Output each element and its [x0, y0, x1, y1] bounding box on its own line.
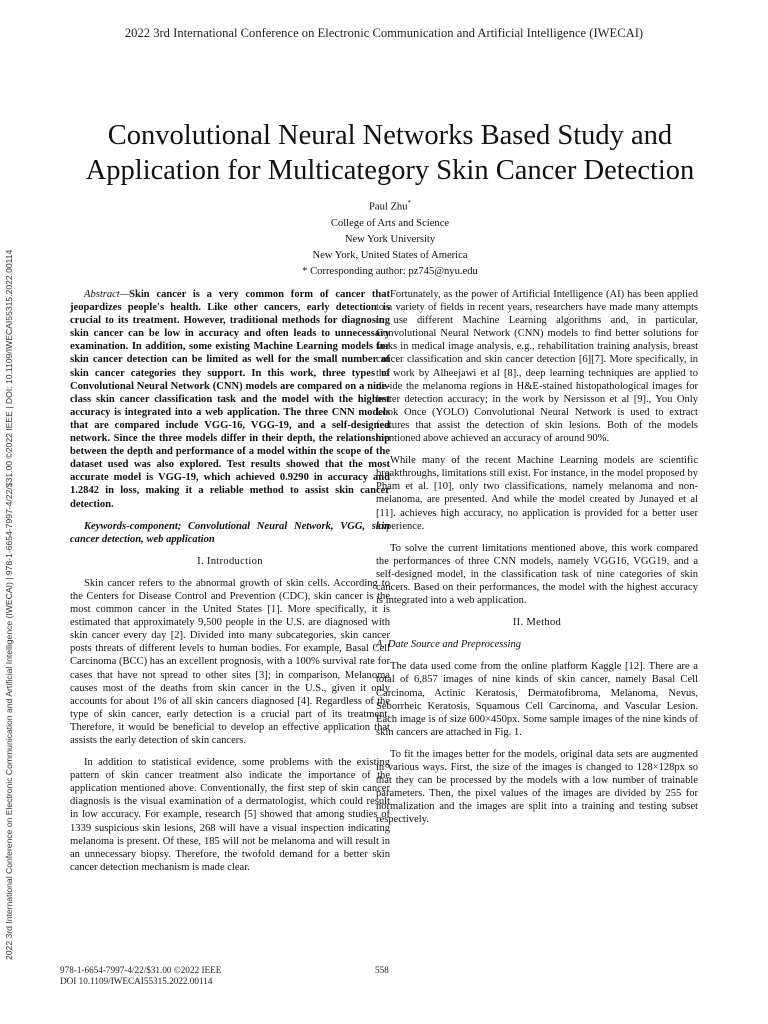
author-mark: * [407, 199, 412, 207]
author-name: Paul Zhu* [368, 199, 412, 213]
abstract-text: Skin cancer is a very common form of cancer that jeopardizes people's health. Like other cancers, early detection is crucial to its treatment. However, traditional methods for diagnosing skin cancer can be low in accuracy and often leads to unnecessary examination. In addition, some existing Machine Learning models for skin cancer detection can be limited as well for the small number of skin cancer categories they support. In this work, three types of Convolutional Neural Network (CNN) models are compared on a nine-class skin cancer classification task and the model with the highest accuracy is integrated into a web application. The three CNN models that are compared include VGG-16, VGG-19, and a self-designed network. Since the three models differ in their depth, the relationship between the depth and performance of a model within the scope of the dataset used was also explored. Test results showed that the most accurate model is VGG-19, which achieved 0.9290 in accuracy and 1.2842 in loss, making it a reliable method to assist skin cancer detection. [70, 289, 390, 510]
abstract [70, 288, 390, 511]
paragraph: While many of the recent Machine Learning models are scientific breakthroughs, limitations still exist. For instance, in the model proposed by Pham et al. [10], only two classifications, namely melanoma and non-melanoma, are presented. And while the model created by Junayed et al [11]. achieves high accuracy, no application is provided for a better user experience. [376, 455, 698, 532]
affiliation-line-2: New York University [344, 233, 436, 245]
corresponding-author: * Corresponding author: pz745@nyu.edu [302, 265, 478, 277]
paragraph: Skin cancer refers to the abnormal growth of skin cells. According to the Centers for Disease Control and Prevention (CDC), skin cancer is the most common cancer in the United States [1]. More specifically, it is estimated that approximately 9,500 people in the U.S. are diagnosed with skin cancer every day [2]. Divided into many subcategories, skin cancer posts threats of different levels to human bodies. For example, Basal Cell Carcinoma (BCC) has an excellent prognosis, with a 100% survival rate for cases that have not spread to other sites [3]; in comparison, Melanoma causes most of the deaths from skin cancer in the U.S., given it only accounts for about 1% of all skin cancers diagnosed [4]. Regardless of the type of skin cancer, early detection is a crucial part of its treatment. Therefore, it would be beneficial to develop an effective application that assists the early detection of skin cancers. [70, 577, 390, 746]
paragraph: To solve the current limitations mentioned above, this work compared the performances of three CNN models, namely VGG16, VGG19, and a self-designed model, in the classification task of nine categories of skin cancers. Based on their performances, the model with the highest accuracy is integrated into a web application. [376, 542, 698, 607]
section-heading-method: II. Method [512, 617, 562, 629]
paragraph: To fit the images better for the models, original data sets are augmented in various ways. First, the size of the images is changed to 128×128px so that they can be processed by the models with a low number of trainable parameters. Then, the pixel values of the images are divided by 255 for normalization and the images are split into a training and testing subset respectively. [376, 748, 698, 826]
subsection-heading: A. Date Source and Preprocessing [376, 639, 521, 651]
footer-isbn: 978-1-6654-7997-4/22/$31.00 ©2022 IEEE [60, 965, 222, 975]
footer [60, 965, 221, 987]
keywords: Keywords-component; Convolutional Neural Network, VGG, skin cancer detection, web application [70, 520, 390, 545]
affiliation-line-1: College of Arts and Science [330, 217, 450, 229]
abstract-lead: Abstract— [84, 289, 130, 300]
paragraph: In addition to statistical evidence, some problems with the existing pattern of skin cancer treatment also indicate the importance of the application mentioned above. Conventionally, the first step of skin cancer diagnosis is the visual examination of a dermatologist, which could result in low accuracy. For example, research [5] showed that among studies of 1339 suspicious skin lesions, 268 will have a visual inspection indicating melanoma is present. Of these, 185 will not be melanoma and will result in an unnecessary biopsy. Therefore, the twofold demand for a better skin cancer detection mechanism is made clear. [70, 757, 390, 873]
side-note: 2022 3rd International Conference on Electronic Communication and Artificial Intelligence (IWECAI) | 978-1-6654-7997-4/22/$31.00 ©2022 IEEE | DOI: 10.1109/IWECAI55315.2022.00114 [4, 249, 14, 960]
section-heading-introduction: I. Introduction [197, 555, 263, 567]
page-number: 558 [375, 965, 389, 975]
paper-title [40, 118, 740, 188]
title-line-2: Application for Multicategory Skin Cancer Detection [85, 155, 695, 186]
footer-doi: DOI 10.1109/IWECAI55315.2022.00114 [60, 976, 213, 986]
author-block [190, 195, 590, 280]
title-line-1: Convolutional Neural Networks Based Study and [107, 120, 673, 151]
affiliation-line-3: New York, United States of America [312, 249, 468, 261]
conference-header: 2022 3rd International Conference on Electronic Communication and Artificial Intelligence (IWECAI) [124, 26, 644, 40]
left-column [70, 288, 390, 883]
paragraph: The data used come from the online platform Kaggle [12]. There are a total of 6,857 images of nine kinds of skin cancer, namely Basal Cell Carcinoma, Actinic Keratosis, Dermatofibroma, Melanoma, Nevus, Seborrheic Keratosis, Squamous Cell Carcinoma, and Vascular Lesion. Each image is of size 600×450px. Some sample images of the nine kinds of skin cancers are attached in Fig. 1. [376, 661, 698, 738]
paragraph: Fortunately, as the power of Artificial Intelligence (AI) has been applied to a variety of fields in recent years, researchers have made many attempts to use different Machine Learning algorithms and, in particular, Convolutional Neural Network (CNN) models to find better solutions for tasks in medical image analysis, e.g., rehabilitation training analysis, breast cancer classification and skin cancer detection [6][7]. More specifically, in the work by Alheejawi et al [8]., deep learning techniques are applied to divide the melanoma regions in H&E-stained histopathological images for better detection accuracy; in the work by Nersisson et al [9]., You Only Look Once (YOLO) Convolutional Neural Network is used to extract features that assist the detection of skin lesions. Both of the models mentioned above achieved an accuracy of around 90%. [376, 289, 698, 445]
right-column [376, 288, 698, 835]
